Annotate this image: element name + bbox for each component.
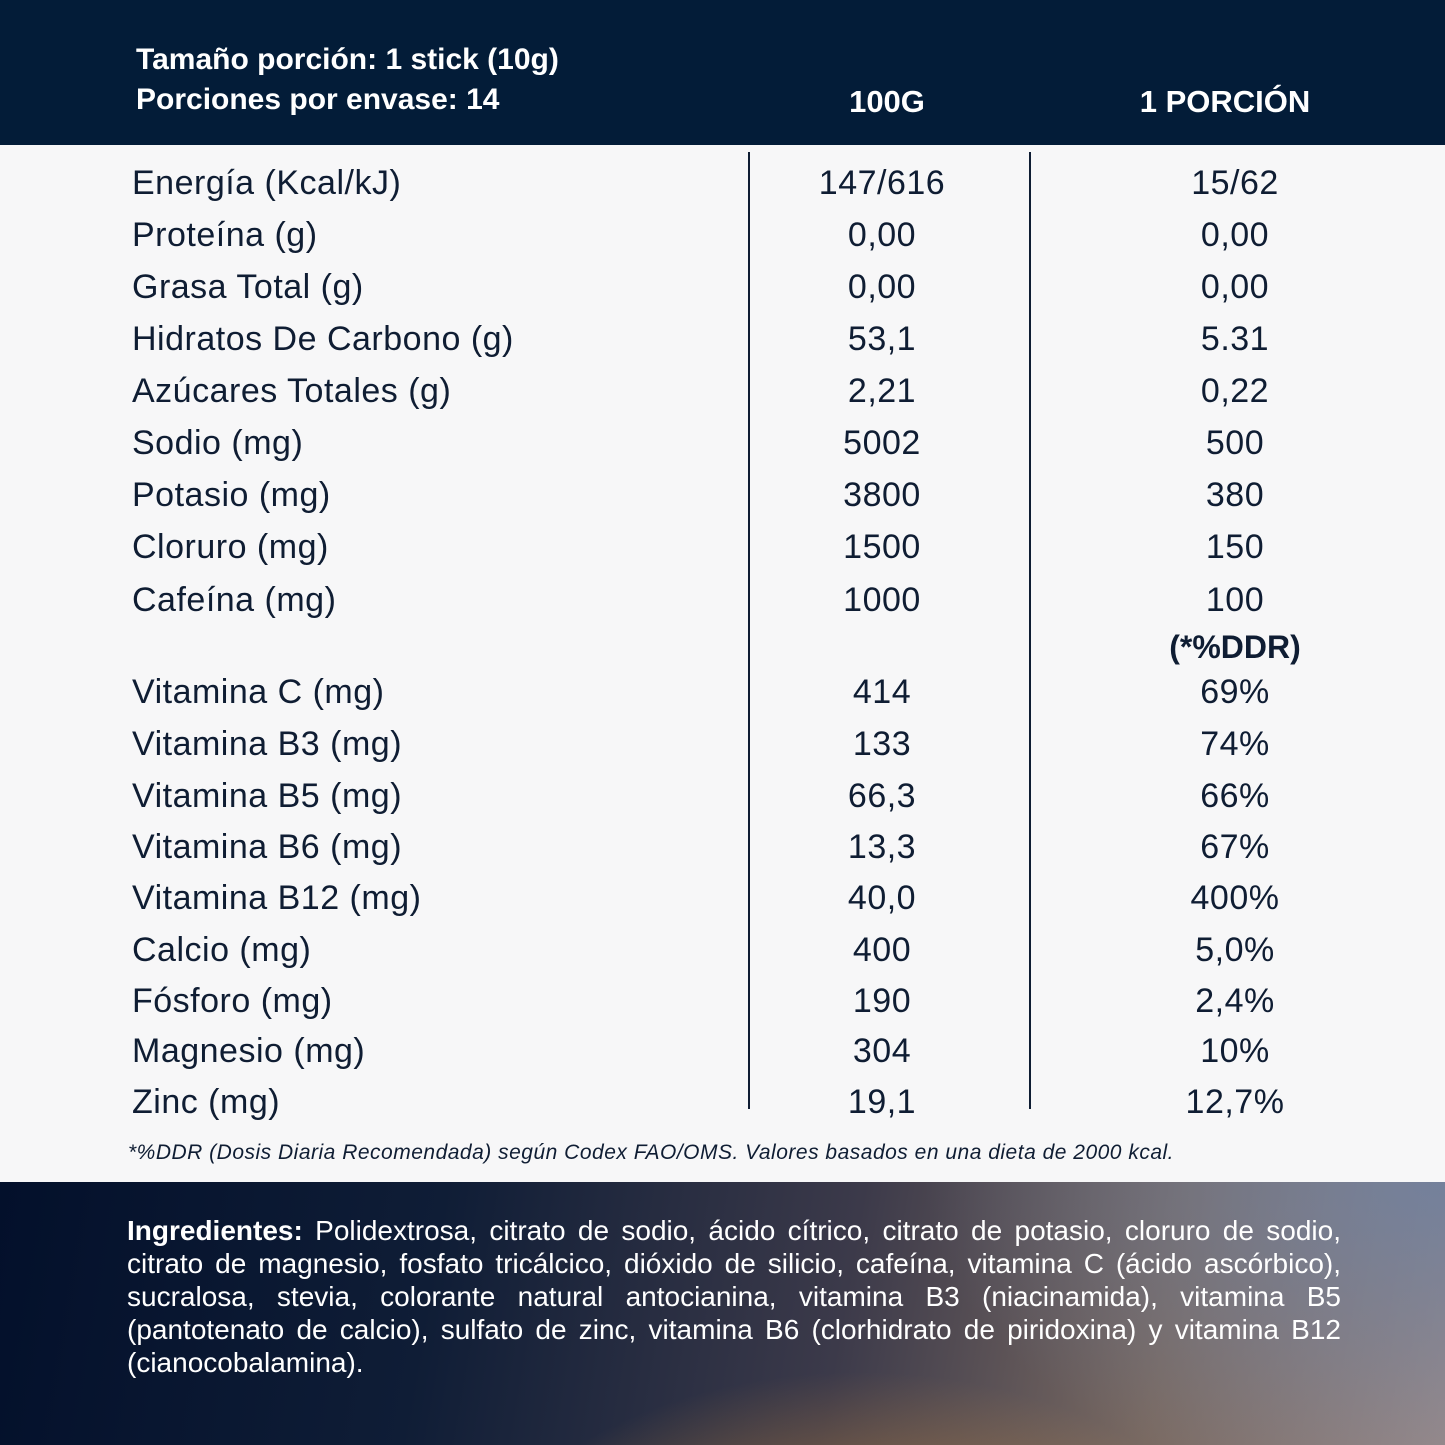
value-per-portion: 0,00 (1200, 216, 1270, 254)
ingredients-paragraph (127, 1214, 1341, 1379)
value-ddr-percent: 5,0% (1195, 931, 1275, 969)
nutrient-name: Proteína (g) (132, 216, 318, 254)
ingredients-panel (0, 1182, 1445, 1445)
nutrient-name: Energía (Kcal/kJ) (132, 164, 402, 202)
value-ddr-percent: 66% (1200, 777, 1270, 815)
value-per-100g: 3800 (843, 476, 921, 514)
table-header (0, 0, 1445, 145)
table-row (0, 1076, 1445, 1128)
table-row (0, 574, 1445, 626)
value-per-100g: 19,1 (847, 1083, 917, 1121)
value-per-portion: 0,22 (1200, 372, 1270, 410)
vitamin-name: Zinc (mg) (132, 1083, 281, 1121)
table-row (0, 365, 1445, 417)
value-per-portion: 100 (1205, 581, 1265, 619)
value-ddr-percent: 12,7% (1185, 1083, 1285, 1121)
value-ddr-percent: 69% (1200, 673, 1270, 711)
ddr-footnote: *%DDR (Dosis Diaria Recomendada) según Codex FAO/OMS. Valores basados en una dieta de 2000 kcal. (128, 1141, 1175, 1164)
ddr-column-header: (*%DDR) (1169, 629, 1301, 665)
table-row (0, 924, 1445, 976)
value-per-100g: 414 (852, 673, 912, 711)
nutrient-name: Grasa Total (g) (132, 268, 364, 306)
value-per-portion: 500 (1205, 424, 1265, 462)
table-row (0, 209, 1445, 261)
value-ddr-percent: 74% (1200, 725, 1270, 763)
vitamin-name: Vitamina C (mg) (132, 673, 385, 711)
value-per-100g: 40,0 (847, 879, 917, 917)
nutrient-name: Azúcares Totales (g) (132, 372, 452, 410)
value-per-100g: 304 (852, 1032, 912, 1070)
value-per-portion: 380 (1205, 476, 1265, 514)
column-header-100g: 100G (849, 84, 925, 119)
value-per-100g: 0,00 (847, 216, 917, 254)
serving-size: Tamaño porción: 1 stick (10g) (136, 43, 559, 76)
table-row (0, 1025, 1445, 1077)
vitamin-name: Vitamina B6 (mg) (132, 828, 403, 866)
value-per-100g: 0,00 (847, 268, 917, 306)
nutrient-name: Cloruro (mg) (132, 528, 329, 566)
value-per-portion: 15/62 (1191, 164, 1279, 202)
value-per-portion: 5.31 (1200, 320, 1270, 358)
value-per-100g: 190 (852, 982, 912, 1020)
value-per-100g: 133 (852, 725, 912, 763)
nutrient-name: Cafeína (mg) (132, 581, 337, 619)
value-ddr-percent: 67% (1200, 828, 1270, 866)
value-per-100g: 1500 (843, 528, 921, 566)
value-per-100g: 66,3 (847, 777, 917, 815)
value-per-100g: 400 (852, 931, 912, 969)
nutrient-name: Hidratos De Carbono (g) (132, 320, 514, 358)
table-row (0, 975, 1445, 1027)
column-header-portion: 1 PORCIÓN (1139, 84, 1311, 119)
table-row (0, 157, 1445, 209)
value-per-100g: 5002 (843, 424, 921, 462)
nutrient-name: Potasio (mg) (132, 476, 331, 514)
value-per-100g: 13,3 (847, 828, 917, 866)
value-per-portion: 0,00 (1200, 268, 1270, 306)
table-row (0, 261, 1445, 313)
vitamin-name: Vitamina B12 (mg) (132, 879, 422, 917)
table-row (0, 521, 1445, 573)
table-row (0, 313, 1445, 365)
ingredients-label: Ingredientes: (127, 1215, 303, 1246)
servings-per-container: Porciones por envase: 14 (136, 83, 500, 116)
table-row (0, 718, 1445, 770)
value-ddr-percent: 400% (1190, 879, 1280, 917)
vitamin-name: Calcio (mg) (132, 931, 312, 969)
table-row (0, 872, 1445, 924)
value-per-100g: 147/616 (818, 164, 946, 202)
ingredients-list: Polidextrosa, citrato de sodio, ácido cítrico, citrato de potasio, cloruro de sodio, citrato de magnesio, fosfato tricálcico, dióxido de silicio, cafeína, vitamina C (ácido ascórbico), sucralosa, stevia, colorante natural antocianina, vitamina B3 (niacinamida), vitamina B5 (pantotenato de calcio), sulfato de zinc, vitamina B6 (clorhidrato de piridoxina) y vitamina B12 (cianocobalamina). (127, 1215, 1341, 1378)
nutrient-name: Sodio (mg) (132, 424, 304, 462)
value-per-portion: 150 (1205, 528, 1265, 566)
table-row (0, 770, 1445, 822)
value-per-100g: 1000 (843, 581, 921, 619)
vitamin-name: Vitamina B3 (mg) (132, 725, 403, 763)
value-per-100g: 2,21 (847, 372, 917, 410)
table-row (0, 666, 1445, 718)
value-ddr-percent: 2,4% (1195, 982, 1275, 1020)
vitamin-name: Magnesio (mg) (132, 1032, 366, 1070)
table-row (0, 821, 1445, 873)
table-row (0, 469, 1445, 521)
value-ddr-percent: 10% (1200, 1032, 1270, 1070)
vitamin-name: Vitamina B5 (mg) (132, 777, 403, 815)
table-row (0, 417, 1445, 469)
vitamin-name: Fósforo (mg) (132, 982, 333, 1020)
value-per-100g: 53,1 (847, 320, 917, 358)
